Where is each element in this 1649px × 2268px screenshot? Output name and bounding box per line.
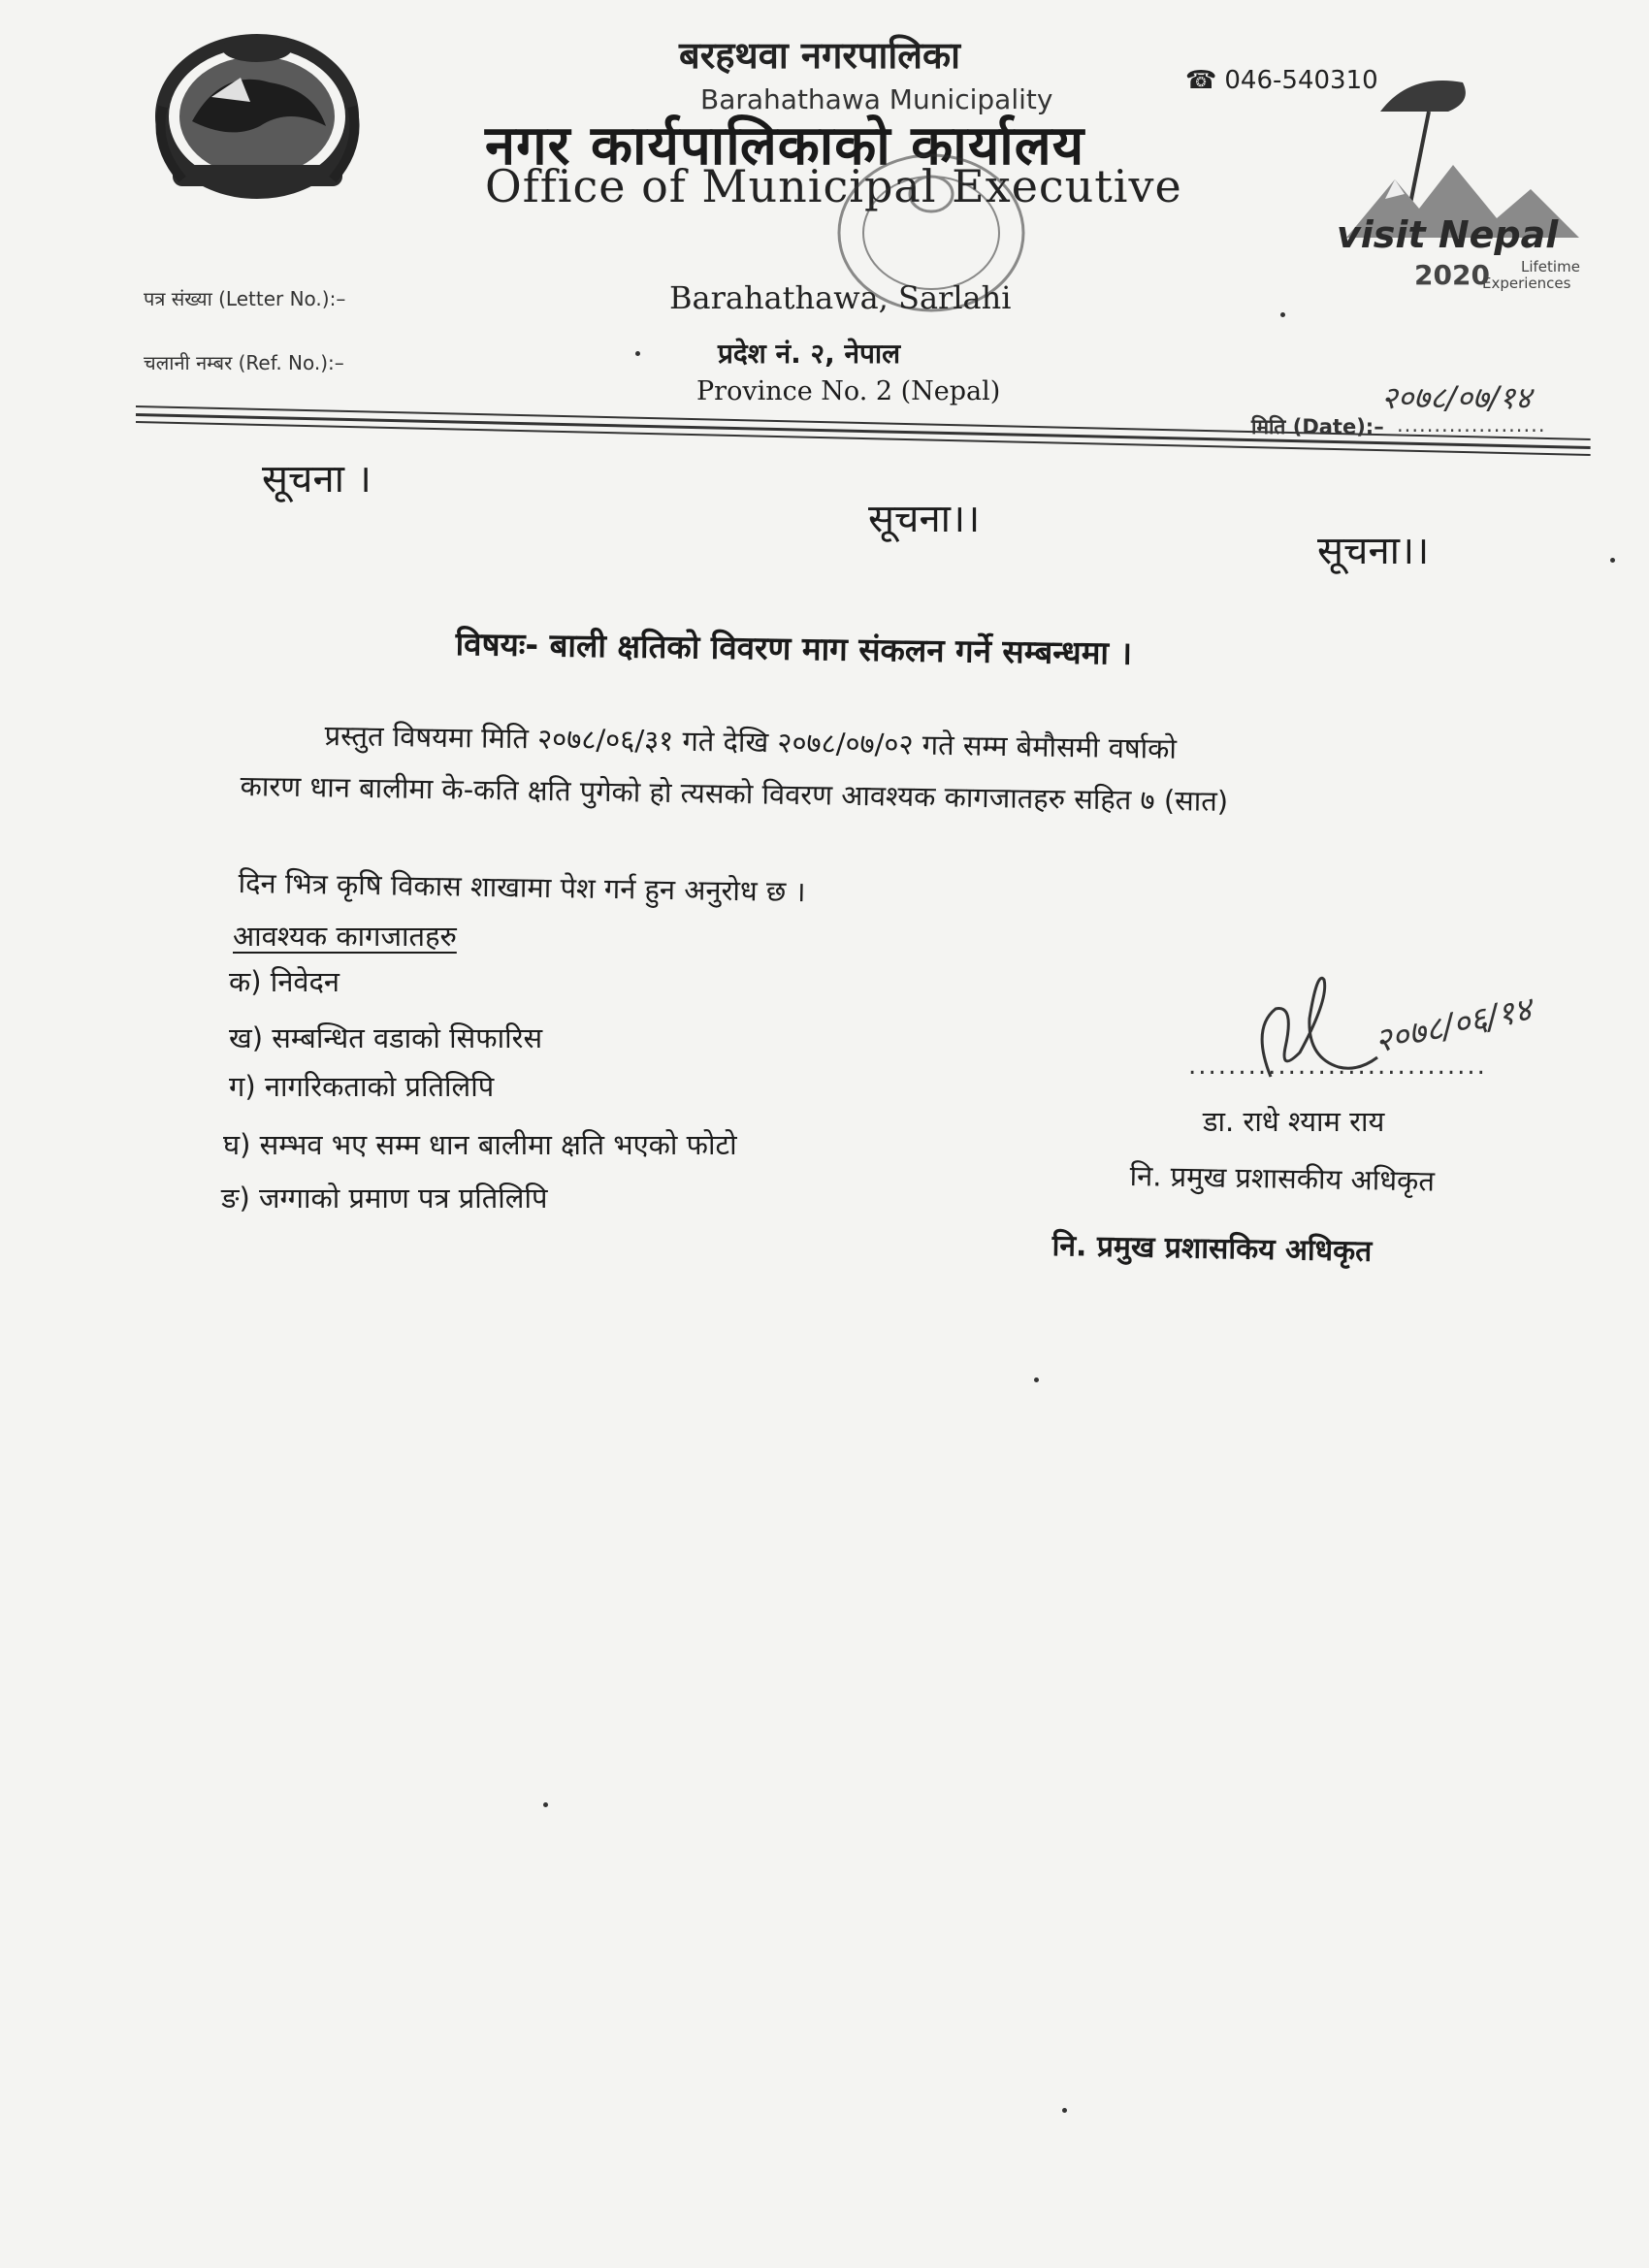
province-np: प्रदेश नं. २, नेपाल (718, 338, 901, 370)
phone-number-text: 046-540310 (1224, 66, 1378, 95)
nepal-government-emblem-icon (153, 29, 362, 199)
signature-date: २०७८/०६/१४ (1371, 989, 1536, 1061)
required-document-item: क) निवेदन (229, 965, 340, 998)
date-dotted-line: .................... (1397, 413, 1546, 437)
notice-heading-2: सूचना।। (868, 497, 981, 541)
letter-date-value: २०७८/०७/१४ (1381, 379, 1532, 416)
letter-number-label: पत्र संख्या (Letter No.):– (144, 287, 346, 310)
scan-speck (1280, 312, 1285, 317)
scan-speck (635, 351, 640, 356)
visit-nepal-tagline-2: Experiences (1482, 275, 1571, 292)
scan-speck (543, 1802, 548, 1807)
body-line-2: कारण धान बालीमा के-कति क्षति पुगेको हो त्यसको विवरण आवश्यक कागजातहरु सहित ७ (सात) (240, 768, 1229, 818)
scan-speck (1610, 558, 1615, 563)
subject-line: विषयः- बाली क्षतिको विवरण माग संकलन गर्ने सम्बन्धमा । (455, 624, 1133, 672)
visit-nepal-tagline-1: Lifetime (1521, 258, 1580, 275)
required-document-item: ग) नागरिकताको प्रतिलिपि (229, 1070, 495, 1103)
reference-number-label: चलानी नम्बर (Ref. No.):– (144, 351, 344, 374)
required-document-item: ङ) जग्गाको प्रमाण पत्र प्रतिलिपि (221, 1182, 548, 1215)
telephone-icon: ☎ (1185, 66, 1217, 95)
municipality-name-np: बरहथवा नगरपालिका (679, 34, 960, 77)
signatory-stamp-title: नि. प्रमुख प्रशासकिय अधिकृत (1051, 1228, 1373, 1269)
required-documents-heading: आवश्यक कागजातहरु (233, 920, 457, 953)
visit-nepal-2020-logo (1327, 73, 1608, 310)
notice-heading-3: सूचना।। (1317, 529, 1430, 573)
required-document-item: ख) सम्बन्धित वडाको सिफारिस (229, 1021, 543, 1054)
province-en: Province No. 2 (Nepal) (696, 376, 1001, 406)
signature-dotted-line: .............................. (1188, 1052, 1487, 1081)
body-line-3: दिन भित्र कृषि विकास शाखामा पेश गर्न हुन अनुरोध छ । (238, 865, 806, 909)
office-location-en: Barahathawa, Sarlahi (669, 279, 1012, 316)
visit-nepal-text: visit Nepal (1337, 213, 1559, 256)
signatory-name: डा. राधे श्याम राय (1203, 1105, 1385, 1138)
visit-nepal-year: 2020 (1414, 259, 1490, 291)
office-title-en: Office of Municipal Executive (485, 160, 1182, 212)
date-label: मिति (Date):– (1251, 415, 1384, 438)
signatory-title: नि. प्रमुख प्रशासकीय अधिकृत (1129, 1158, 1436, 1198)
municipality-name-en: Barahathawa Municipality (700, 83, 1053, 115)
office-title-np: नगर कार्यपालिकाको कार्यालय (485, 114, 1085, 178)
required-document-item: घ) सम्भव भए सम्म धान बालीमा क्षति भएको फोटो (223, 1128, 737, 1161)
notice-heading-1: सूचना । (262, 457, 372, 502)
scan-speck (1034, 1377, 1039, 1382)
body-line-1: प्रस्तुत विषयमा मिति २०७८/०६/३१ गते देखि २०७८/०७/०२ गते सम्म बेमौसमी वर्षाको (324, 718, 1178, 765)
scan-speck (1062, 2108, 1067, 2113)
